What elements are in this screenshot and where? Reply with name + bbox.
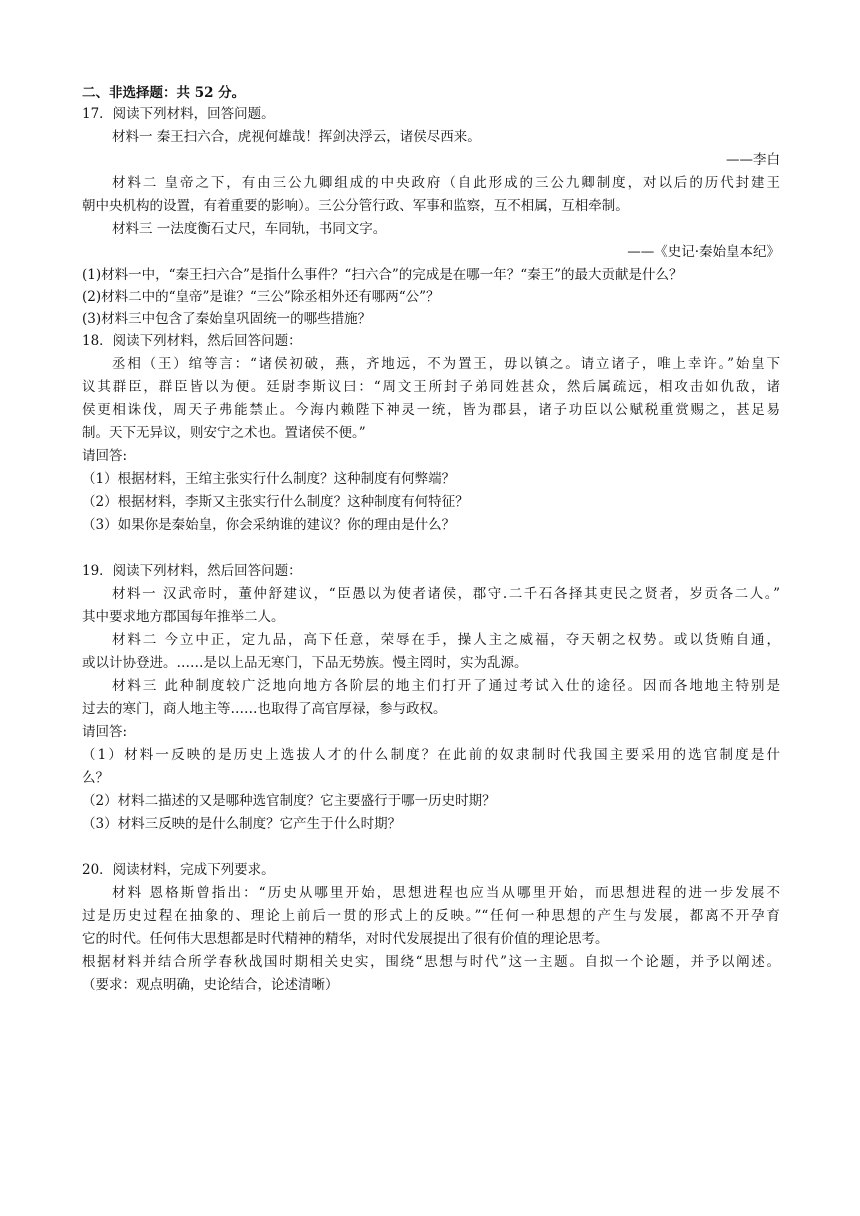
- q17-material-3: 材料三 一法度衡石丈尺，车同轨，书同文字。: [112, 221, 387, 237]
- q18-ask: 请回答:: [82, 448, 128, 464]
- q20-requirement: （要求：观点明确，史论结合，论述清晰）: [82, 977, 339, 993]
- q19-material-1-line-2: 其中要求地方郡国每年推举二人。: [82, 609, 285, 625]
- q19-question-3: （3）材料三反映的是什么制度？它产生于什么时期？: [82, 816, 402, 832]
- q20-stem: 20．阅读材料，完成下列要求。: [82, 862, 275, 878]
- q20-material-line-1: 材料 恩格斯曾指出：“历史从哪里开始，思想进程也应当从哪里开始，而思想进程的进一步发展不: [112, 885, 780, 901]
- q18-passage-line-3: 侯更相诛伐，周天子弗能禁止。今海内赖陛下神灵一统，皆为郡县，诸子功臣以公赋税重赏赐之，甚足易: [82, 402, 780, 418]
- q18-stem: 18．阅读下列材料，然后回答问题：: [82, 333, 302, 349]
- q17-material-1: 材料一 秦王扫六合，虎视何雄哉！挥剑决浮云，诸侯尽西来。: [112, 129, 481, 145]
- q18-passage-line-2: 议其群臣，群臣皆以为便。廷尉李斯议曰：“周文王所封子弟同姓甚众，然后属疏远，相攻击如仇敌，诸: [82, 379, 780, 395]
- q20-task: 根据材料并结合所学春秋战国时期相关史实，围绕“思想与时代”这一主题。自拟一个论题，并予以阐述。: [82, 954, 780, 970]
- q19-material-3-line-1: 材料三 此种制度较广泛地向地方各阶层的地主们打开了通过考试入仕的途径。因而各地地主特别是: [112, 678, 780, 694]
- q19-material-2-line-1: 材料二 今立中正，定九品，高下任意，荣辱在手，操人主之威福，夺天朝之权势。或以货贿自通，: [112, 632, 780, 648]
- q17-material-2-line-2: 朝中央机构的设置，有着重要的影响）。三公分管行政、军事和监察，互不相属，互相牵制。: [82, 198, 629, 214]
- q18-question-2: （2）根据材料，李斯又主张实行什么制度？这种制度有何特征？: [82, 494, 469, 510]
- q19-material-3-line-2: 过去的寒门，商人地主等……也取得了高官厚禄，参与政权。: [82, 701, 447, 717]
- section-header: 二、非选择题：共 52 分。: [82, 85, 246, 101]
- q19-material-1-line-1: 材料一 汉武帝时，董仲舒建议，“臣愚以为使者诸侯，郡守.二千石各择其吏民之贤者，岁贡各二人。”: [112, 586, 780, 602]
- q17-material-2-line-1: 材料二 皇帝之下，有由三公九卿组成的中央政府（自此形成的三公九卿制度，对以后的历代封建王: [112, 175, 780, 191]
- q17-material-3-source: ——《史记·秦始皇本纪》: [627, 244, 780, 260]
- q17-material-1-source: ——李白: [726, 152, 780, 168]
- q17-question-1: (1)材料一中，“秦王扫六合”是指什么事件？“扫六合”的完成是在哪一年？“秦王”的最大贡献是什么？: [82, 267, 683, 283]
- q17-question-3: (3)材料三中包含了秦始皇巩固统一的哪些措施？: [82, 311, 372, 327]
- q19-stem: 19．阅读下列材料，然后回答问题：: [82, 563, 302, 579]
- q19-question-1-line-1: （1）材料一反映的是历史上选拔人才的什么制度？在此前的奴隶制时代我国主要采用的选官制度是什: [82, 747, 780, 763]
- q20-material-line-2: 过是历史过程在抽象的、理论上前后一贯的形式上的反映。”“任何一种思想的产生与发展，都离不开孕育: [82, 908, 780, 924]
- q19-material-2-line-2: 或以计协登进。……是以上品无寒门，下品无势族。慢主罔时，实为乱源。: [82, 655, 528, 671]
- q17-stem: 17．阅读下列材料，回答问题。: [82, 106, 275, 122]
- q20-material-line-3: 它的时代。任何伟大思想都是时代精神的精华，对时代发展提出了很有价值的理论思考。: [82, 931, 609, 947]
- q19-question-1-line-2: 么？: [82, 770, 109, 786]
- q17-question-2: (2)材料二中的“皇帝”是谁？“三公”除丞相外还有哪两“公”？: [82, 289, 440, 305]
- q19-question-2: （2）材料二描述的又是哪种选官制度？它主要盛行于哪一历史时期？: [82, 793, 496, 809]
- q18-question-1: （1）根据材料，王绾主张实行什么制度？这种制度有何弊端？: [82, 471, 456, 487]
- q18-passage-line-4: 制。天下无异议，则安宁之术也。置诸侯不便。”: [82, 425, 366, 441]
- q18-passage-line-1: 丞相（王）绾等言：“诸侯初破，燕，齐地远，不为置王，毋以镇之。请立诸子，唯上幸许。”始皇下: [112, 356, 780, 372]
- q19-ask: 请回答:: [82, 724, 128, 740]
- q18-question-3: （3）如果你是秦始皇，你会采纳谁的建议？你的理由是什么？: [82, 517, 456, 533]
